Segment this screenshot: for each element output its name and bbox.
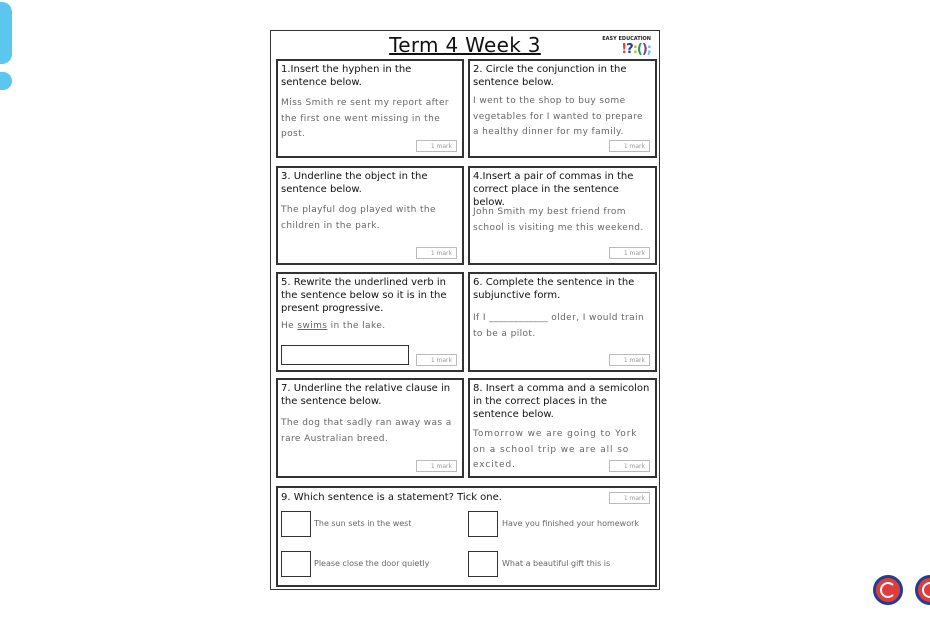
question-5-sentence xyxy=(281,319,458,335)
badge-swirl xyxy=(880,582,896,598)
logo-symbols: !?:(); xyxy=(621,42,651,57)
mark-label: 1 mark xyxy=(416,354,457,366)
question-6-sentence: If I ____________ older, I would train to be a pilot. xyxy=(473,313,645,339)
question-5-sentence-start: He xyxy=(281,321,298,331)
tick-box-option-4[interactable] xyxy=(468,551,498,577)
question-3-sentence: The playful dog played with the children in the park. xyxy=(281,205,436,231)
option-2-label: Have you finished your homework xyxy=(502,519,640,528)
mark-label: 1 mark xyxy=(416,247,457,259)
question-7-sentence: The dog that sadly ran away was a rare Australian breed. xyxy=(281,418,452,444)
question-4-box xyxy=(468,166,657,265)
question-2-box xyxy=(468,59,657,158)
option-1-label: The sun sets in the west xyxy=(314,519,412,528)
question-4-sentence: John Smith my best friend from school is visiting me this weekend. xyxy=(473,207,644,233)
underlined-verb: swims xyxy=(297,321,328,331)
tick-box-option-1[interactable] xyxy=(281,511,311,537)
question-1-prompt: 1.Insert the hyphen in the sentence below. xyxy=(281,64,412,88)
question-5-box xyxy=(276,272,464,372)
decorative-badge-icon xyxy=(873,575,903,605)
question-7-box xyxy=(276,378,464,478)
question-8-sentence: Tomorrow we are going to York on a school trip we are all so excited. xyxy=(473,429,638,470)
question-2-sentence: I went to the shop to buy some vegetables for I wanted to prepare a healthy dinner for my family. xyxy=(473,96,643,137)
logo-text: EASY EDUCATION xyxy=(602,36,651,42)
worksheet-page xyxy=(270,30,660,590)
question-8-prompt: 8. Insert a comma and a semicolon in the correct places in the sentence below. xyxy=(473,383,650,420)
tick-box-option-3[interactable] xyxy=(281,551,311,577)
question-3-box xyxy=(276,166,464,265)
question-5-sentence-end: in the lake. xyxy=(327,321,386,331)
decorative-exclamation-icon xyxy=(0,2,14,92)
option-3-label: Please close the door quietly xyxy=(314,559,430,568)
mark-label: 1 mark xyxy=(609,140,650,152)
question-8-box xyxy=(468,378,657,478)
question-3-prompt: 3. Underline the object in the sentence below. xyxy=(281,171,428,195)
mark-label: 1 mark xyxy=(416,460,457,472)
mark-label: 1 mark xyxy=(609,354,650,366)
question-6-prompt: 6. Complete the sentence in the subjunctive form. xyxy=(473,277,635,301)
question-1-box xyxy=(276,59,464,158)
question-6-box xyxy=(468,272,657,372)
question-2-prompt: 2. Circle the conjunction in the sentence below. xyxy=(473,64,627,88)
mark-label: 1 mark xyxy=(609,492,650,504)
question-7-prompt: 7. Underline the relative clause in the sentence below. xyxy=(281,383,451,407)
exclamation-bar xyxy=(0,2,12,64)
mark-label: 1 mark xyxy=(609,247,650,259)
badge-swirl xyxy=(922,582,930,598)
mark-label: 1 mark xyxy=(416,140,457,152)
decorative-badge-icon xyxy=(915,575,930,605)
exclamation-dot xyxy=(0,72,12,90)
tick-box-option-2[interactable] xyxy=(468,511,498,537)
question-4-prompt: 4.Insert a pair of commas in the correct place in the sentence below. xyxy=(473,171,634,208)
question-5-prompt: 5. Rewrite the underlined verb in the sentence below so it is in the present progressive. xyxy=(281,277,447,314)
mark-label: 1 mark xyxy=(609,460,650,472)
option-4-label: What a beautiful gift this is xyxy=(502,559,611,568)
worksheet-title: Term 4 Week 3 xyxy=(389,33,541,57)
easy-education-logo xyxy=(601,36,651,56)
answer-input-box[interactable] xyxy=(281,345,409,365)
question-1-sentence: Miss Smith re sent my report after the first one went missing in the post. xyxy=(281,98,449,139)
question-9-box xyxy=(276,486,657,587)
question-9-prompt: 9. Which sentence is a statement? Tick one. xyxy=(281,492,502,503)
